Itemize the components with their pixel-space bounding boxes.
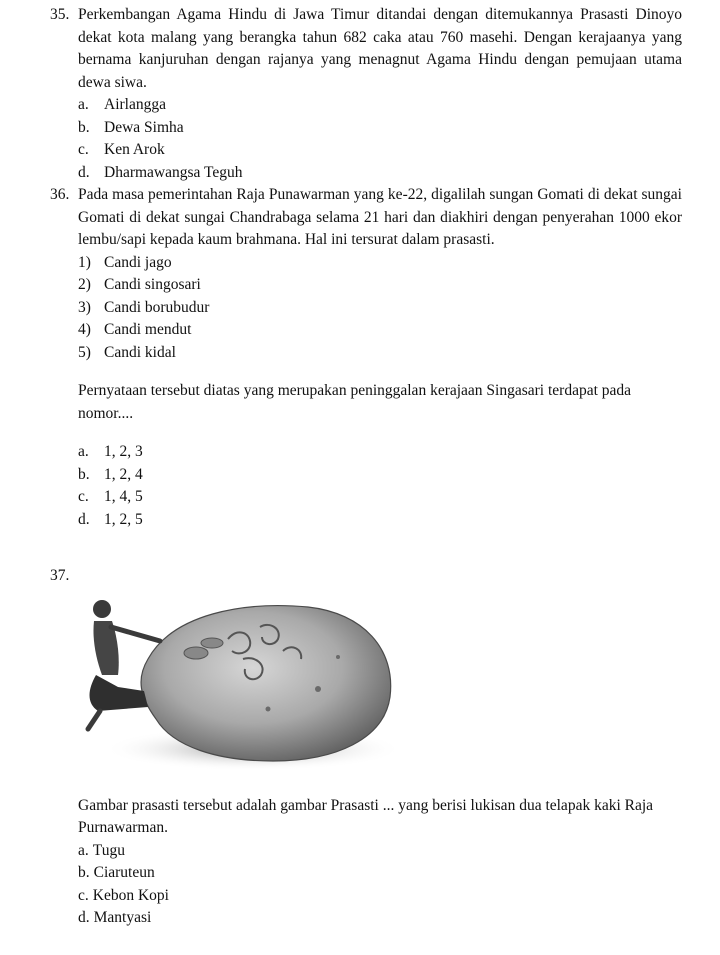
option-label: b. [78, 864, 90, 881]
question-number: 36. [50, 186, 70, 203]
item-text: Candi mendut [104, 321, 192, 338]
question-text: Perkembangan Agama Hindu di Jawa Timur ditandai dengan ditemukannya Prasasti Dinoyo dekat kota malang yang berangka tahun 682 caka atau 760 masehi. Dengan kerajaanya yang bernama kanjuruhan dengan rajanya yang menagnut Agama Hindu dengan pemujaan utama dewa siwa. [78, 6, 682, 91]
answer-options [78, 441, 682, 531]
option-label: c. [78, 488, 89, 505]
option-b[interactable] [78, 464, 682, 487]
option-label: d. [78, 163, 90, 181]
option-text: Ken Arok [104, 141, 165, 158]
option-d[interactable] [78, 162, 682, 185]
statement-question: Pernyataan tersebut diatas yang merupakan peninggalan kerajaan Singasari terdapat pada nomor.... [78, 382, 632, 422]
option-text: Tugu [92, 841, 125, 859]
option-c[interactable] [78, 486, 682, 509]
question-36 [50, 184, 682, 531]
option-d[interactable] [78, 907, 682, 930]
option-a[interactable] [78, 94, 682, 117]
item-text: Candi borubudur [104, 298, 210, 316]
statement-item [78, 252, 682, 275]
option-b[interactable] [78, 117, 682, 140]
statement-item [78, 297, 682, 320]
question-35 [50, 4, 682, 184]
option-text: 1, 2, 3 [104, 443, 143, 460]
option-text: Kebon Kopi [92, 886, 169, 904]
item-label: 4) [78, 321, 91, 338]
option-text: Dharmawangsa Teguh [104, 163, 243, 181]
inscription-stone-photo [78, 579, 398, 769]
item-label: 5) [78, 343, 91, 361]
item-label: 3) [78, 298, 91, 316]
option-text: Dewa Simha [104, 118, 184, 136]
question-number: 37. [50, 567, 70, 584]
statement-list [78, 252, 682, 365]
option-c[interactable] [78, 885, 682, 908]
question-text: Pada masa pemerintahan Raja Punawarman yang ke-22, digalilah sungan Gomati di dekat sungai Gomati di dekat sungai Chandrabaga selama 21 hari dan diakhiri dengan penyerahan 1000 ekor lembu/sapi kepada kaum brahmana. Hal ini tersurat dalam prasasti. [78, 186, 682, 248]
question-text: Gambar prasasti tersebut adalah gambar Prasasti ... yang berisi lukisan dua telapak kaki Raja Purnawarman. [78, 796, 654, 836]
answer-options [78, 94, 682, 184]
question-37 [50, 565, 682, 930]
option-text: Mantyasi [93, 909, 152, 926]
statement-item [78, 319, 682, 342]
option-d[interactable] [78, 509, 682, 532]
option-a[interactable] [78, 840, 682, 863]
option-text: Airlangga [104, 96, 166, 113]
item-text: Candi jago [104, 253, 172, 271]
option-a[interactable] [78, 441, 682, 464]
option-label: a. [78, 443, 89, 460]
item-text: Candi singosari [104, 276, 201, 293]
option-b[interactable] [78, 862, 682, 885]
option-text: 1, 4, 5 [104, 488, 143, 505]
option-text: 1, 2, 5 [104, 510, 143, 528]
option-text: 1, 2, 4 [104, 465, 143, 483]
item-label: 2) [78, 276, 91, 293]
option-text: Ciaruteun [93, 864, 155, 881]
option-label: d. [78, 510, 90, 528]
item-label: 1) [78, 253, 91, 271]
option-c[interactable] [78, 139, 682, 162]
option-label: b. [78, 465, 90, 483]
statement-item [78, 274, 682, 297]
question-number: 35. [50, 6, 70, 23]
answer-options [78, 840, 682, 930]
option-label: b. [78, 118, 90, 136]
option-label: a. [78, 841, 89, 859]
option-label: c. [78, 886, 89, 904]
statement-item [78, 342, 682, 365]
option-label: a. [78, 96, 89, 113]
option-label: c. [78, 141, 89, 158]
item-text: Candi kidal [104, 343, 176, 361]
option-label: d. [78, 909, 90, 926]
